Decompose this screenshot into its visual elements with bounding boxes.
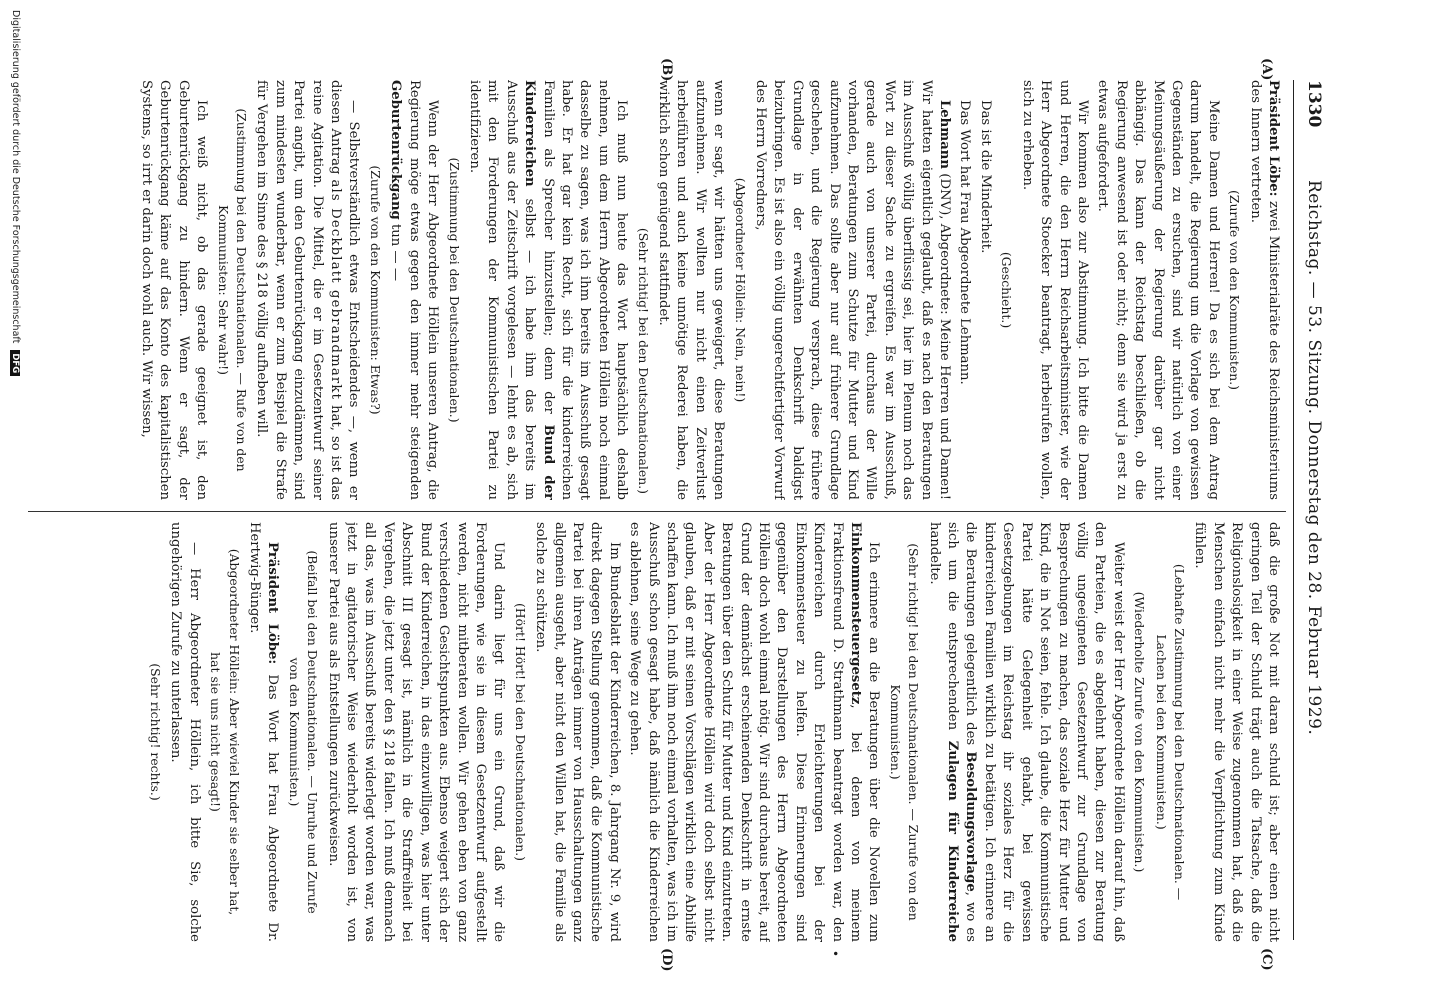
emphasized-term: Bund der Kinderreichen <box>522 80 556 500</box>
column-divider <box>28 511 1286 512</box>
speech-text: handelte. <box>926 522 942 585</box>
interjection: (Beifall bei den Deutschnationalen. — Unruhe und Zurufe von den Kommunisten.) <box>286 550 321 914</box>
digitization-credit <box>10 10 21 985</box>
interjection: (Sehr richtig! bei den Deutschnationalen. — Zurufe von den Kommunisten.) <box>887 543 922 921</box>
paragraph: Das ist die Minderheit. <box>977 100 993 254</box>
speech-text: zwei Ministerialräte des Reichsministeriums des Innern vertreten. <box>1247 80 1281 500</box>
paragraph: Ich weiß nicht, ob das gerade geeignet ist, den Geburtenrückgang zu hindern. Wenn er sagt, der Geburtenrückgang käme auf das Konto des kapitalistischen Systems, so irrt er darin doch wohl auch. Wir wissen, <box>139 80 210 500</box>
paragraph: Im Bundesblatt der Kinderreichen, 8. Jahrgang Nr. 9, wird direkt dagegen Stellung genommen, daß die Kommunistische Partei bei ihren Anträgen immer von Hausschaltungen ganz allgemein ausgeht, aber nicht den Willen hat, die Familie als solche zu schützen. <box>533 522 622 942</box>
speech-text: Ich erinnere an die Beratungen über die Novellen zum <box>866 542 882 942</box>
interjection: (Sehr richtig! rechts.) <box>148 663 164 801</box>
emphasized-term: Zulagen für Kinderreiche <box>945 740 961 942</box>
paragraph <box>465 80 631 500</box>
paragraph <box>252 80 362 500</box>
interjection: (Lebhafte Zustimmung bei den Deutschnationalen. — Lachen bei den Kommunisten.) <box>1153 563 1187 901</box>
speech-text: hat, so ist das reine Agitation. Die Mittel, die er im Gesetzentwurf seiner Partei angibt, um den Geburtenrückgang einzudämmen, sind zum mindesten wunderbar, wenn er zum Beispiel die Strafe für Vergehen im Sinne des § 218 völlig aufheben will. <box>254 80 344 500</box>
speech-text: selbst — ich habe ihm das bereits im Ausschuß aus der Zeitschrift vorgelesen — lehnt es ab, sich mit den Forderungen der Kommunistischen Partei zu identifizieren. <box>466 80 538 500</box>
interjection: (Abgeordneter Höllein: Nein, nein!) <box>732 177 748 403</box>
paragraph: Meine Damen und Herren! Da es sich bei dem Antrag darum handelt, die Regierung um die Vorlage von gewissen Gegenständen zu ersuchen, sind wir natürlich von einer Meinungsäußerung der Regierung darüber gar nicht abhängig. Das kann der Reichstag beschließen, ob die Regierung anwesend ist oder nicht; denn sie wird ja erst zu etwas aufgefordert. <box>1095 80 1221 500</box>
interjection: (Hört! Hört! bei den Deutschnationalen.) <box>512 602 528 862</box>
margin-marker-d: (D) <box>659 948 674 972</box>
interjection: (Geschieht.) <box>999 251 1015 329</box>
interjection: (Zustimmung bei den Deutschnationalen.) <box>446 157 462 423</box>
interjection: (Zustimmung bei den Deutschnationalen. — Rufe von den Kommunisten: Sehr wahr!) <box>215 108 250 472</box>
speech-text: — Selbstverständlich etwas Entscheidendes —, wenn er diesen Antrag <box>328 80 362 500</box>
paragraph <box>625 522 883 942</box>
spaced-emphasis: als Deckblatt gebrandmarkt <box>328 179 344 401</box>
speaker-name: Präsident Löbe: <box>1266 80 1281 197</box>
margin-marker-c: (C) <box>1259 948 1274 971</box>
margin-marker-a: (A) <box>1259 58 1274 81</box>
speaker-name: Präsident Löbe: <box>265 542 281 665</box>
running-title: Reichstag. — 53. Sitzung. Donnerstag den 28. Februar 1929. <box>1304 180 1324 736</box>
interjection: (Wiederholte Zurufe von den Kommunisten.) <box>1132 591 1148 873</box>
interjection: (Abgeordneter Höllein: Aber wieviel Kinder sie selber hat, hat sie uns nicht gesagt!) <box>208 548 242 916</box>
header-rule <box>1293 80 1294 940</box>
paragraph <box>924 522 1126 942</box>
paragraph: wenn er sagt, wir hätten uns geweigert, diese Beratungen aufzunehmen. Wir wollten nur nicht einen Zeitverlust herbeiführen und auch keine unnötige Rederei haben, die wirklich schon genügend stattfindet. <box>656 80 727 500</box>
margin-marker-b: (B) <box>659 58 674 82</box>
page-number: 1330 <box>1304 80 1324 128</box>
paragraph: Das Wort hat Frau Abgeordnete Lehmann. <box>957 100 973 385</box>
paragraph <box>386 80 441 500</box>
credit-text: Digitalisierung gefördert durch die Deutsche Forschungsgemeinschaft <box>10 10 21 344</box>
paragraph <box>1245 80 1282 500</box>
page-header <box>1298 80 1324 950</box>
dfg-logo: DFG <box>10 350 20 376</box>
emphasized-term: Einkommensteuergesetz <box>848 522 864 705</box>
right-column <box>37 522 1282 942</box>
interjection: (Zurufe von den Kommunisten.) <box>1227 190 1243 390</box>
emphasized-term: Besoldungsvorlage <box>963 751 979 892</box>
paragraph: daß die große Not mit daran schuld ist; aber einen nicht geringen Teil der Schuld trägt auch die Tatsache, daß die Religionslosigkeit in einer Weise zugenommen hat, daß die Menschen einfach nicht mehr die Verpflichtung zum Kinde fühlen. <box>1192 522 1281 942</box>
paragraph <box>751 80 953 500</box>
paragraph: — Herr Abgeordneter Höllein, ich bitte Sie, solche ungehörigen Zurufe zu unterlassen. <box>168 522 202 942</box>
paragraph: Und darin liegt für uns ein Grund, daß wir die Forderungen, wie sie in diesem Gesetzentwurf aufgestellt werden, nicht mitberaten wollen. Wir gehen eben von ganz verschiedenen Gesichtspunkten aus. Ebenso weigert sich der Bund der Kinderreichen, in das einzuwilligen, was hier unter Abschnitt III gesagt ist, nämlich in die Straffreiheit bei Vergehen, die jetzt unter den § 218 fallen. Ich muß demnach all das, was im Ausschuß bereits widerlegt worden war, was jetzt in agitatorischer Weise wiederholt worden ist, von unserer Partei aus als Entstellungen zurückweisen. <box>325 522 507 942</box>
speech-text: , bei denen von meinem Fraktionsfreund D. Strathmann beantragt worden war, den Kinderreichen durch Erleichterungen bei der Einkommensteuer zu helfen. Diese Erinnerungen sind gegenüber den Darstellungen des Herrn Abgeordneten Höllein doch wohl einmal nötig. Wir sind durchaus bereit, auf Grund der demnächst erscheinenden Denkschrift in ernste Beratungen über den Schutz für Mutter und Kind einzutreten. Aber der Herr Abgeordnete Höllein wird doch selbst nicht glauben, daß er mit seinen Vorschlägen wirklich eine Abhilfe schaffen kann. Ich muß ihm noch einmal vorhalten, was ich im Ausschuß schon gesagt habe, daß nämlich die Kinderreichen es ablehnen, seine Wege zu gehen. <box>627 522 864 942</box>
speech-text: Ich muß nun heute das Wort hauptsächlich deshalb nehmen, um dem Herrn Abgeordneten Höllein noch einmal dasselbe zu sagen, was ich ihm bereits im Ausschuß gesagt habe. Er hat gar kein Recht, sich für die kinderreichen Familien als Sprecher hinzustellen; denn der <box>540 80 630 500</box>
interjection: (Sehr richtig! bei den Deutschnationalen.) <box>635 227 651 494</box>
speaker-name: Lehmann <box>937 100 953 169</box>
paragraph: Wir kommen also zur Abstimmung. Ich bitte die Damen und Herren, die den Herrn Reichsarbeitsminister, wie der Herr Abgeordnete Stoecker beantragt, herbeirufen wollen, sich zu erheben. <box>1019 80 1090 500</box>
speech-text: Das Wort hat Frau Abgeordnete Dr. Hertwig-Bünger. <box>247 522 281 942</box>
interjection: (Zurufe von den Kommunisten: Etwas?) <box>367 165 383 415</box>
speech-text: (DNV), Abgeordnete: Meine Herren und Damen! Wir hatten eigentlich geglaubt, daß es nach den Beratungen im Ausschuß völlig überflüssig sei, hier im Plenum noch das Wort zu dieser Sache zu ergreifen. Es war im Ausschuß, gerade auch von unserer Partei, durchaus der Wille vorhanden, Beratungen zum Schutze für Mutter und Kind aufzunehmen. Das sollte aber nur auf früherer Grundlage geschehen, und die Regierung versprach, diese frühere Grundlage in der erwähnten Denkschrift baldigst beizubringen. Es ist also ein völlig ungerechtfertigter Vorwurf des Herrn Vorredners, <box>753 80 953 500</box>
margin-bullet: • <box>828 950 842 958</box>
speech-text: Weiter weist der Herr Abgeordnete Höllein darauf hin, daß den Parteien, die es abgelehnt haben, diesen zur Beratung völlig ungeeigneten Gesetzentwurf zur Grundlage von Besprechungen zu machen, das soziale Herz für Mutter und Kind, die in Not seien, fehle. Ich glaube, die Kommunistische Partei hätte Gelegenheit gehabt, bei gewissen Gesetzgebungen im Reichstag ihr soziales Herz für die kinderreichen Familien wirklich zu betätigen. Ich erinnere an die Beratungen gelegentlich des <box>963 522 1126 942</box>
left-column <box>37 80 1282 500</box>
paragraph <box>245 522 282 942</box>
speech-text: Wenn der Herr Abgeordnete Höllein unseren Antrag, die Regierung möge etwas gegen den immer mehr steigenden <box>406 80 441 500</box>
speech-text: , wo es sich um die entsprechenden <box>945 522 979 942</box>
speech-text: tun — — <box>388 219 404 282</box>
emphasized-term: Geburtenrückgang <box>388 80 404 220</box>
